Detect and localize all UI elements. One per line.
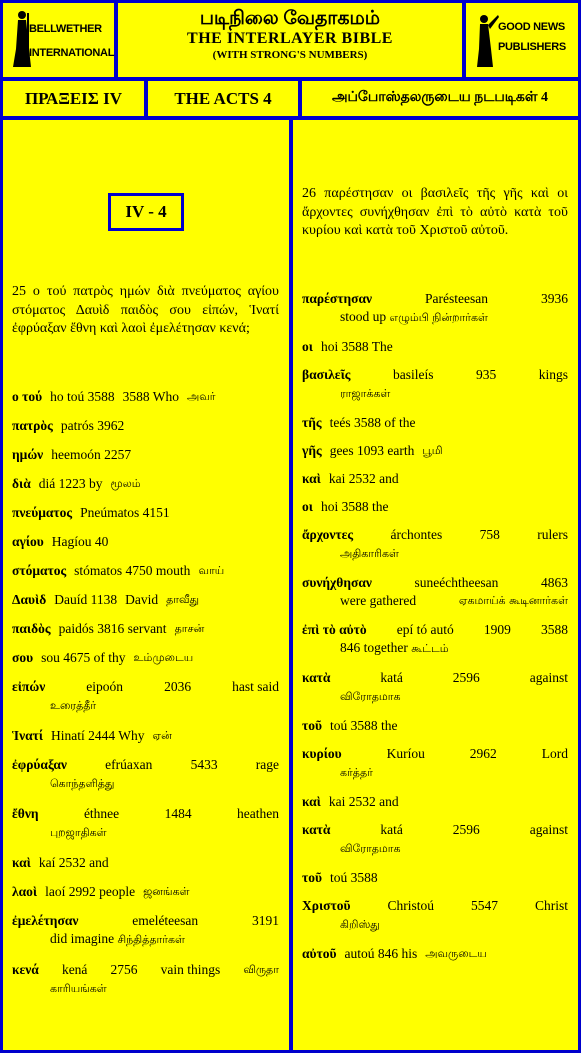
transliteration: heemoón 2257 [51, 447, 132, 462]
title-main: THE INTERLAYER BIBLE [187, 30, 393, 47]
greek-word: κατὰ [302, 670, 331, 685]
word-entry [302, 669, 568, 706]
word-entry [12, 504, 279, 521]
transliteration: Dauíd 1138 [54, 592, 118, 607]
tamil-gloss: வாய் [198, 564, 225, 577]
transliteration: ho toú 3588 [50, 389, 115, 404]
transliteration: diá 1223 by [38, 476, 103, 491]
word-entry [12, 562, 279, 579]
english-gloss-cont: were gathered [340, 593, 417, 608]
english-gloss: kings [538, 367, 568, 382]
strongs-number: 1909 [483, 622, 511, 637]
word-entry [302, 498, 568, 515]
word-entry [12, 475, 279, 492]
word-entry [12, 912, 279, 949]
greek-word: βασιλεῖς [302, 367, 351, 382]
greek-word: στόματος [12, 563, 67, 578]
word-entry [12, 533, 279, 550]
word-entry [302, 366, 568, 403]
shepherd-figure-icon [11, 9, 33, 69]
strongs-number: 3191 [251, 913, 279, 928]
tamil-gloss-cont: கொந்தளித்து [50, 777, 115, 790]
transliteration: katá [380, 670, 403, 685]
tamil-gloss-cont: விரோதமாக [340, 690, 401, 703]
transliteration: árchontes [390, 527, 443, 542]
tamil-gloss-cont: எழும்பி நின்றார்கள் [389, 311, 488, 324]
strongs-number: 2596 [452, 670, 480, 685]
transliteration: kaí 2532 and [38, 855, 109, 870]
word-entry [302, 574, 568, 610]
greek-word: καὶ [12, 855, 31, 870]
greek-word: οι [302, 339, 313, 354]
word-entry [302, 442, 568, 459]
verse-25-text: 25 ο τού πατρὸς ημών διὰ πνεύματος αγίου στόματος Δαυὶδ παιδὸς σου εἰπών, Ἱνατί ἐφρύαξαν ἔθνη καὶ λαοὶ ἐμελέτησαν κενά; [12, 284, 279, 336]
greek-word: διὰ [12, 476, 31, 491]
strongs-number: 1484 [164, 806, 192, 821]
word-entry [12, 678, 279, 715]
strongs-number: 4863 [541, 575, 568, 590]
right-logo-line2: PUBLISHERS [498, 41, 566, 53]
tamil-gloss-cont: கிறிஸ்து [340, 918, 380, 931]
bellwether-logo [3, 3, 114, 77]
transliteration: Kuríou [386, 746, 425, 761]
greek-word: ἐπὶ τὸ αὐτὸ [302, 622, 367, 637]
english-gloss: Lord [541, 746, 568, 761]
transliteration: epí tó autó [396, 622, 454, 637]
tamil-gloss-cont: அதிகாரிகள் [340, 547, 399, 560]
transliteration: kai 2532 and [328, 794, 399, 809]
transliteration: Hagíou 40 [51, 534, 109, 549]
greek-word: Ἱνατί [12, 728, 44, 743]
transliteration: Christoú [387, 898, 434, 913]
book-title-tamil: அப்போஸ்தலருடைய நடபடிகள் 4 [302, 81, 578, 116]
greek-word: ἐμελέτησαν [12, 913, 79, 928]
transliteration: hoi 3588 the [320, 499, 389, 514]
title-subtitle: (WITH STRONG'S NUMBERS) [212, 49, 368, 61]
greek-word: τοῦ [302, 870, 322, 885]
transliteration: toú 3588 [329, 870, 378, 885]
word-entry [12, 417, 279, 434]
word-entry [12, 649, 279, 666]
greek-word: αὐτοῦ [302, 946, 337, 961]
word-entry [302, 526, 568, 563]
greek-word: συνήχθησαν [302, 575, 372, 590]
word-entry [12, 961, 279, 998]
transliteration: éthnee [83, 806, 120, 821]
english-gloss: against [529, 670, 568, 685]
english-gloss: vain things [160, 962, 221, 977]
english-gloss: 3588 [540, 622, 568, 637]
tamil-gloss: ஜனங்கள் [143, 885, 190, 898]
word-entry [302, 793, 568, 810]
transliteration: stómatos 4750 mouth [74, 563, 191, 578]
word-list-left [12, 388, 279, 1010]
word-list-right [302, 290, 568, 973]
word-entry [302, 414, 568, 431]
greek-word: ἄρχοντες [302, 527, 354, 542]
strongs-number: 3936 [541, 291, 568, 306]
greek-word: πατρὸς [12, 418, 53, 433]
tamil-gloss: பூமி [422, 444, 443, 457]
transliteration: Parésteesan [425, 291, 489, 306]
english-gloss-cont: did imagine [50, 931, 118, 946]
word-entry [12, 756, 279, 793]
transliteration: teés 3588 of the [329, 415, 416, 430]
book-title-english: THE ACTS 4 [148, 81, 298, 116]
transliteration: sou 4675 of thy [41, 650, 126, 665]
title-block [118, 3, 462, 77]
tamil-gloss: தாசன் [174, 622, 205, 635]
english-gloss: heathen [237, 806, 279, 821]
strongs-number: 5433 [190, 757, 218, 772]
tamil-gloss: உம்முடைய [133, 651, 194, 664]
greek-word: γῆς [302, 443, 322, 458]
transliteration: katá [380, 822, 403, 837]
word-entry [302, 945, 568, 962]
tamil-gloss-cont: விரோதமாக [340, 842, 401, 855]
book-title-greek: ΠΡΑΞΕΙΣ IV [3, 81, 144, 116]
tamil-gloss: ஏன் [152, 729, 172, 742]
greek-word: αγίου [12, 534, 44, 549]
english-gloss-cont: stood up [340, 309, 390, 324]
word-entry [302, 897, 568, 934]
left-column [3, 120, 289, 1050]
left-logo-line2: INTERNATIONAL [29, 47, 115, 59]
chapter-label: IV - 4 [108, 193, 184, 231]
greek-word: κατὰ [302, 822, 331, 837]
messenger-figure-icon [474, 11, 500, 69]
greek-word: λαοὶ [12, 884, 38, 899]
word-entry [12, 883, 279, 900]
strongs-number: 758 [479, 527, 500, 542]
greek-word: κυρίου [302, 746, 342, 761]
transliteration: suneéchtheesan [414, 575, 499, 590]
verse-26-text: 26 παρέστησαν οι βασιλεῖς τῆς γῆς καὶ οι ἄρχοντες συνήχθησαν ἐπὶ τὸ αὐτὸ κατὰ τοῦ κυρίου καὶ κατὰ τοῦ Χριστοῦ αὐτοῦ. [302, 186, 568, 238]
greek-word: παιδὸς [12, 621, 51, 636]
greek-word: τοῦ [302, 718, 322, 733]
word-entry [12, 591, 279, 608]
strongs-number: 5547 [470, 898, 498, 913]
word-entry [302, 621, 568, 658]
word-entry [302, 869, 568, 886]
transliteration: kená [61, 962, 88, 977]
strongs-number: 2036 [164, 679, 192, 694]
english-gloss: hast said [232, 679, 279, 694]
greek-word: ημών [12, 447, 44, 462]
transliteration: laoí 2992 people [45, 884, 136, 899]
tamil-gloss-cont: கூட்டம் [411, 642, 449, 655]
word-entry [12, 388, 279, 405]
transliteration: paidós 3816 servant [58, 621, 167, 636]
transliteration: kai 2532 and [328, 471, 399, 486]
right-column [293, 120, 578, 1050]
title-tamil: படிநிலை வேதாகமம் [199, 8, 381, 29]
tamil-gloss: அவர் [187, 390, 216, 403]
strongs-number: 2756 [110, 962, 138, 977]
greek-word: πνεύματος [12, 505, 73, 520]
greek-word: Χριστοῦ [302, 898, 351, 913]
word-entry [302, 717, 568, 734]
greek-word: οι [302, 499, 313, 514]
greek-word: καὶ [302, 794, 321, 809]
tamil-gloss-cont: புறஜாதிகள் [50, 826, 107, 839]
strongs-number: 935 [475, 367, 497, 382]
strongs-number: 2596 [452, 822, 480, 837]
transliteration: Pneúmatos 4151 [80, 505, 170, 520]
tamil-gloss-cont: கர்த்தர் [340, 766, 373, 779]
right-logo-line1: GOOD NEWS [498, 21, 565, 33]
english-gloss-cont: 846 together [340, 640, 412, 655]
greek-word: κενά [12, 962, 39, 977]
strongs-number: 2962 [469, 746, 497, 761]
tamil-gloss-cont: ராஜாக்கள் [340, 387, 391, 400]
english-gloss: against [529, 822, 568, 837]
greek-word: παρέστησαν [302, 291, 373, 306]
english-gloss: rage [255, 757, 279, 772]
transliteration: Hinatí 2444 Why [51, 728, 145, 743]
tamil-gloss: தாவீது [166, 593, 200, 606]
greek-word: ο τού [12, 389, 43, 404]
word-entry [302, 338, 568, 355]
word-entry [302, 821, 568, 858]
transliteration: gees 1093 earth [329, 443, 415, 458]
greek-word: Δαυὶδ [12, 592, 47, 607]
transliteration: emeléteesan [132, 913, 199, 928]
tamil-gloss: விருதா [243, 963, 279, 976]
transliteration: patrós 3962 [60, 418, 125, 433]
tamil-gloss-cont: காரியங்கள் [50, 982, 107, 995]
left-logo-line1: BELLWETHER [29, 23, 102, 35]
greek-word: ἐφρύαξαν [12, 757, 67, 772]
good-news-logo [466, 3, 578, 77]
transliteration: hoi 3588 The [320, 339, 393, 354]
greek-word: εἰπών [12, 679, 46, 694]
tamil-gloss-cont: சிந்தித்தார்கள் [117, 933, 185, 946]
word-entry [12, 854, 279, 871]
word-entry [12, 805, 279, 842]
tamil-gloss-cont: உரைத்தீர் [50, 699, 97, 712]
strongs-number: David [125, 592, 159, 607]
greek-word: τῆς [302, 415, 322, 430]
transliteration: autoú 846 his [344, 946, 418, 961]
tamil-gloss: அவருடைய [425, 947, 487, 960]
word-entry [12, 446, 279, 463]
strongs-number: 3588 Who [122, 389, 179, 404]
word-entry [12, 727, 279, 744]
word-entry [302, 745, 568, 782]
transliteration: efrúaxan [105, 757, 153, 772]
greek-word: σου [12, 650, 34, 665]
english-gloss: Christ [534, 898, 568, 913]
transliteration: eipoón [86, 679, 124, 694]
greek-word: ἔθνη [12, 806, 39, 821]
transliteration: toú 3588 the [329, 718, 398, 733]
tamil-gloss: மூலம் [110, 477, 141, 490]
word-entry [302, 290, 568, 327]
greek-word: καὶ [302, 471, 321, 486]
word-entry [302, 470, 568, 487]
transliteration: basileís [392, 367, 434, 382]
word-entry [12, 620, 279, 637]
english-gloss: rulers [537, 527, 568, 542]
tamil-gloss-cont: ஏகமாய்க் கூடினார்கள் [458, 594, 568, 607]
